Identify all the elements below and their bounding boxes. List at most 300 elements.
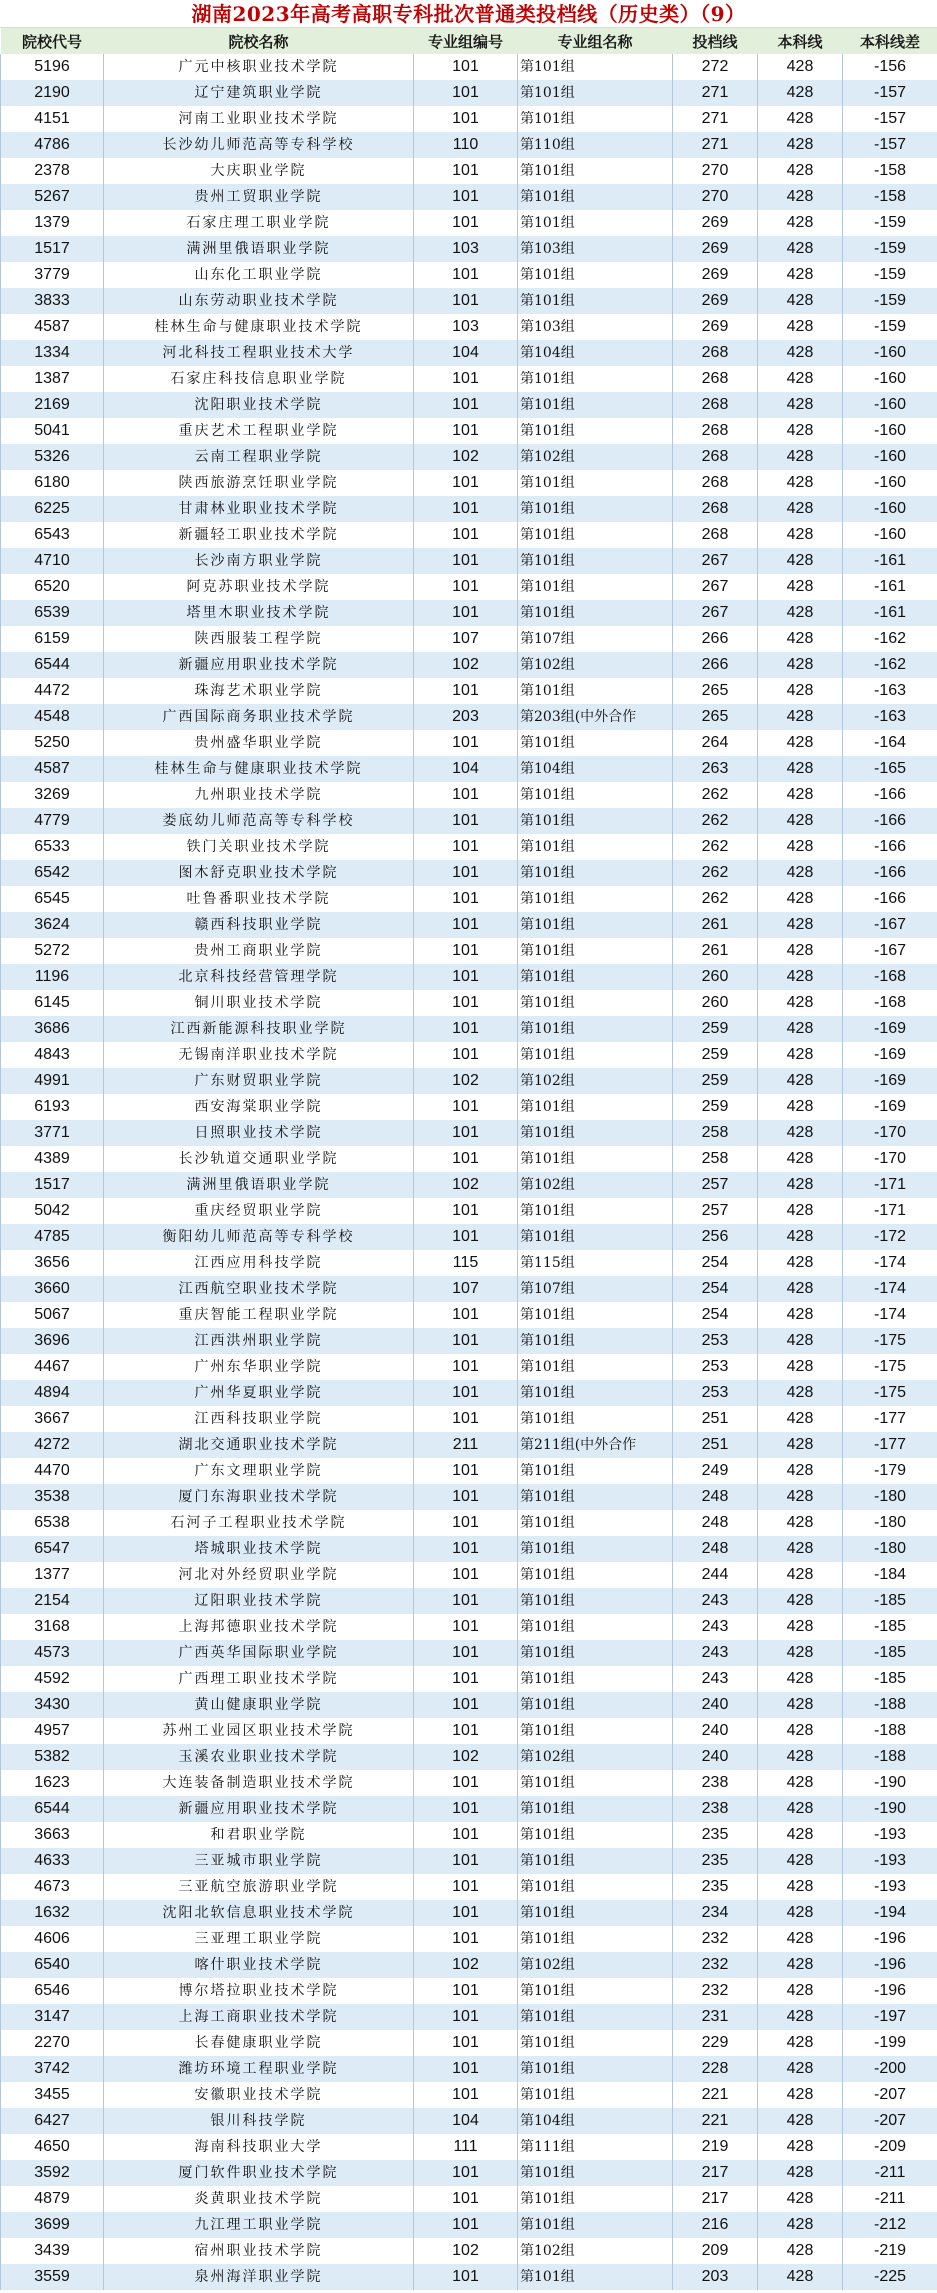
cell-group-name: 第101组 (518, 106, 673, 132)
cell-line-diff: -158 (843, 184, 937, 210)
cell-school-name: 贵州盛华职业学院 (104, 730, 414, 756)
cell-line-diff: -170 (843, 1146, 937, 1172)
cell-group-name: 第101组 (518, 158, 673, 184)
cell-admission-score: 266 (673, 626, 758, 652)
cell-school-name: 衡阳幼儿师范高等专科学校 (104, 1224, 414, 1250)
cell-admission-score: 259 (673, 1094, 758, 1120)
cell-group-name: 第103组 (518, 314, 673, 340)
cell-line-diff: -167 (843, 938, 937, 964)
cell-school-code: 6520 (1, 574, 104, 600)
cell-group-code: 101 (414, 1822, 518, 1848)
cell-group-code: 101 (414, 1874, 518, 1900)
table-row (1, 678, 937, 704)
cell-school-code: 5250 (1, 730, 104, 756)
cell-line-diff: -194 (843, 1900, 937, 1926)
cell-undergrad-line: 428 (758, 600, 843, 626)
cell-group-name: 第102组 (518, 1744, 673, 1770)
cell-school-code: 4894 (1, 1380, 104, 1406)
cell-school-code: 1196 (1, 964, 104, 990)
cell-line-diff: -170 (843, 1120, 937, 1146)
cell-school-code: 6540 (1, 1952, 104, 1978)
table-row (1, 1016, 937, 1042)
cell-group-code: 101 (414, 392, 518, 418)
table-row (1, 2134, 937, 2160)
cell-admission-score: 267 (673, 548, 758, 574)
cell-line-diff: -160 (843, 444, 937, 470)
cell-school-code: 4151 (1, 106, 104, 132)
table-row (1, 1276, 937, 1302)
cell-line-diff: -180 (843, 1510, 937, 1536)
cell-line-diff: -211 (843, 2160, 937, 2186)
cell-line-diff: -174 (843, 1302, 937, 1328)
cell-school-name: 塔里木职业技术学院 (104, 600, 414, 626)
cell-admission-score: 256 (673, 1224, 758, 1250)
cell-undergrad-line: 428 (758, 158, 843, 184)
cell-group-name: 第107组 (518, 626, 673, 652)
cell-line-diff: -171 (843, 1172, 937, 1198)
cell-school-name: 石家庄科技信息职业学院 (104, 366, 414, 392)
cell-group-name: 第115组 (518, 1250, 673, 1276)
cell-group-name: 第101组 (518, 1848, 673, 1874)
cell-undergrad-line: 428 (758, 2264, 843, 2290)
cell-school-code: 4710 (1, 548, 104, 574)
cell-group-name: 第101组 (518, 2264, 673, 2290)
cell-school-code: 3168 (1, 1614, 104, 1640)
cell-school-code: 4587 (1, 314, 104, 340)
cell-school-name: 江西洪州职业学院 (104, 1328, 414, 1354)
cell-undergrad-line: 428 (758, 288, 843, 314)
cell-group-name: 第101组 (518, 1978, 673, 2004)
cell-line-diff: -159 (843, 210, 937, 236)
cell-group-code: 101 (414, 1458, 518, 1484)
cell-undergrad-line: 428 (758, 1484, 843, 1510)
cell-undergrad-line: 428 (758, 2056, 843, 2082)
cell-group-code: 104 (414, 340, 518, 366)
cell-group-name: 第104组 (518, 340, 673, 366)
cell-group-code: 101 (414, 574, 518, 600)
cell-group-code: 101 (414, 1224, 518, 1250)
cell-school-name: 玉溪农业职业技术学院 (104, 1744, 414, 1770)
cell-line-diff: -160 (843, 496, 937, 522)
cell-line-diff: -165 (843, 756, 937, 782)
cell-group-code: 101 (414, 54, 518, 80)
cell-school-code: 3663 (1, 1822, 104, 1848)
cell-admission-score: 232 (673, 1978, 758, 2004)
cell-school-name: 日照职业技术学院 (104, 1120, 414, 1146)
cell-undergrad-line: 428 (758, 1952, 843, 1978)
cell-group-code: 101 (414, 834, 518, 860)
table-row (1, 626, 937, 652)
cell-group-name: 第102组 (518, 1172, 673, 1198)
cell-undergrad-line: 428 (758, 1250, 843, 1276)
cell-group-name: 第101组 (518, 1666, 673, 1692)
cell-group-code: 101 (414, 1614, 518, 1640)
cell-school-code: 5067 (1, 1302, 104, 1328)
cell-group-code: 102 (414, 1068, 518, 1094)
cell-school-name: 桂林生命与健康职业技术学院 (104, 314, 414, 340)
cell-school-name: 广西理工职业技术学院 (104, 1666, 414, 1692)
cell-school-code: 4779 (1, 808, 104, 834)
cell-line-diff: -160 (843, 470, 937, 496)
cell-school-name: 重庆艺术工程职业学院 (104, 418, 414, 444)
cell-line-diff: -161 (843, 600, 937, 626)
header-group-code: 专业组编号 (414, 28, 518, 54)
cell-group-code: 101 (414, 600, 518, 626)
cell-school-name: 满洲里俄语职业学院 (104, 236, 414, 262)
cell-line-diff: -185 (843, 1588, 937, 1614)
cell-undergrad-line: 428 (758, 1432, 843, 1458)
cell-line-diff: -166 (843, 860, 937, 886)
cell-school-name: 新疆应用职业技术学院 (104, 652, 414, 678)
cell-school-name: 新疆轻工职业技术学院 (104, 522, 414, 548)
table-row (1, 444, 937, 470)
table-row (1, 262, 937, 288)
cell-undergrad-line: 428 (758, 886, 843, 912)
cell-group-code: 101 (414, 288, 518, 314)
cell-undergrad-line: 428 (758, 808, 843, 834)
table-row (1, 574, 937, 600)
cell-group-name: 第101组 (518, 600, 673, 626)
cell-admission-score: 260 (673, 964, 758, 990)
cell-admission-score: 269 (673, 288, 758, 314)
cell-undergrad-line: 428 (758, 1406, 843, 1432)
cell-undergrad-line: 428 (758, 210, 843, 236)
header-row (1, 28, 937, 54)
cell-line-diff: -156 (843, 54, 937, 80)
cell-group-name: 第101组 (518, 184, 673, 210)
cell-admission-score: 240 (673, 1692, 758, 1718)
cell-school-name: 甘肃林业职业技术学院 (104, 496, 414, 522)
cell-admission-score: 266 (673, 652, 758, 678)
cell-line-diff: -185 (843, 1666, 937, 1692)
cell-group-code: 102 (414, 1952, 518, 1978)
cell-group-code: 101 (414, 1302, 518, 1328)
cell-admission-score: 269 (673, 210, 758, 236)
cell-undergrad-line: 428 (758, 1848, 843, 1874)
table-row (1, 366, 937, 392)
cell-group-code: 101 (414, 496, 518, 522)
cell-group-code: 101 (414, 210, 518, 236)
cell-undergrad-line: 428 (758, 1328, 843, 1354)
cell-school-name: 大庆职业学院 (104, 158, 414, 184)
cell-group-code: 101 (414, 2082, 518, 2108)
cell-group-name: 第101组 (518, 1302, 673, 1328)
table-row (1, 1406, 937, 1432)
cell-admission-score: 262 (673, 808, 758, 834)
cell-line-diff: -188 (843, 1744, 937, 1770)
cell-admission-score: 265 (673, 704, 758, 730)
cell-admission-score: 254 (673, 1302, 758, 1328)
cell-school-code: 3430 (1, 1692, 104, 1718)
cell-admission-score: 219 (673, 2134, 758, 2160)
cell-group-name: 第101组 (518, 548, 673, 574)
cell-admission-score: 271 (673, 132, 758, 158)
cell-group-code: 101 (414, 2212, 518, 2238)
cell-line-diff: -160 (843, 340, 937, 366)
cell-school-name: 河北科技工程职业技术大学 (104, 340, 414, 366)
table-row (1, 1926, 937, 1952)
cell-school-name: 满洲里俄语职业学院 (104, 1172, 414, 1198)
cell-school-name: 阿克苏职业技术学院 (104, 574, 414, 600)
cell-line-diff: -207 (843, 2108, 937, 2134)
cell-admission-score: 257 (673, 1198, 758, 1224)
table-row (1, 1432, 937, 1458)
cell-school-code: 3624 (1, 912, 104, 938)
table-row (1, 2056, 937, 2082)
header-admission-score: 投档线 (673, 28, 758, 54)
cell-group-name: 第101组 (518, 808, 673, 834)
cell-group-code: 101 (414, 1042, 518, 1068)
cell-school-name: 辽宁建筑职业学院 (104, 80, 414, 106)
cell-group-code: 101 (414, 1848, 518, 1874)
cell-line-diff: -167 (843, 912, 937, 938)
cell-undergrad-line: 428 (758, 132, 843, 158)
cell-undergrad-line: 428 (758, 1926, 843, 1952)
cell-school-name: 长春健康职业学院 (104, 2030, 414, 2056)
cell-admission-score: 248 (673, 1510, 758, 1536)
table-row (1, 756, 937, 782)
cell-school-code: 4467 (1, 1354, 104, 1380)
cell-group-code: 101 (414, 1484, 518, 1510)
cell-group-name: 第101组 (518, 1900, 673, 1926)
cell-line-diff: -157 (843, 80, 937, 106)
cell-admission-score: 262 (673, 834, 758, 860)
cell-line-diff: -190 (843, 1770, 937, 1796)
cell-line-diff: -188 (843, 1692, 937, 1718)
cell-group-code: 107 (414, 626, 518, 652)
cell-group-code: 101 (414, 782, 518, 808)
cell-line-diff: -179 (843, 1458, 937, 1484)
cell-school-code: 4650 (1, 2134, 104, 2160)
cell-school-name: 广州华夏职业学院 (104, 1380, 414, 1406)
cell-school-code: 6539 (1, 600, 104, 626)
cell-group-code: 101 (414, 1094, 518, 1120)
cell-admission-score: 235 (673, 1822, 758, 1848)
cell-group-code: 101 (414, 2264, 518, 2290)
cell-group-code: 107 (414, 1276, 518, 1302)
cell-admission-score: 268 (673, 392, 758, 418)
cell-undergrad-line: 428 (758, 106, 843, 132)
header-school-name: 院校名称 (104, 28, 414, 54)
cell-school-code: 4673 (1, 1874, 104, 1900)
cell-undergrad-line: 428 (758, 782, 843, 808)
cell-group-name: 第101组 (518, 1458, 673, 1484)
cell-group-name: 第101组 (518, 964, 673, 990)
cell-school-name: 陕西旅游烹饪职业学院 (104, 470, 414, 496)
cell-group-code: 101 (414, 808, 518, 834)
cell-line-diff: -169 (843, 1068, 937, 1094)
cell-admission-score: 240 (673, 1718, 758, 1744)
cell-admission-score: 269 (673, 314, 758, 340)
cell-admission-score: 263 (673, 756, 758, 782)
cell-group-code: 101 (414, 678, 518, 704)
cell-school-name: 重庆智能工程职业学院 (104, 1302, 414, 1328)
cell-school-code: 6544 (1, 1796, 104, 1822)
cell-line-diff: -180 (843, 1484, 937, 1510)
cell-group-name: 第103组 (518, 236, 673, 262)
cell-school-code: 4548 (1, 704, 104, 730)
cell-admission-score: 235 (673, 1848, 758, 1874)
cell-group-code: 101 (414, 1328, 518, 1354)
cell-admission-score: 243 (673, 1614, 758, 1640)
cell-admission-score: 221 (673, 2108, 758, 2134)
cell-school-code: 5041 (1, 418, 104, 444)
cell-school-name: 珠海艺术职业学院 (104, 678, 414, 704)
cell-line-diff: -196 (843, 1952, 937, 1978)
admission-score-table (0, 28, 937, 2290)
cell-admission-score: 235 (673, 1874, 758, 1900)
cell-admission-score: 270 (673, 158, 758, 184)
cell-school-code: 4470 (1, 1458, 104, 1484)
cell-admission-score: 217 (673, 2186, 758, 2212)
cell-group-name: 第101组 (518, 1614, 673, 1640)
cell-line-diff: -196 (843, 1978, 937, 2004)
cell-group-name: 第101组 (518, 2056, 673, 2082)
cell-group-name: 第101组 (518, 262, 673, 288)
cell-school-name: 沈阳北软信息职业技术学院 (104, 1900, 414, 1926)
cell-admission-score: 243 (673, 1588, 758, 1614)
cell-line-diff: -159 (843, 314, 937, 340)
cell-school-name: 铁门关职业技术学院 (104, 834, 414, 860)
table-row (1, 990, 937, 1016)
cell-group-name: 第101组 (518, 1536, 673, 1562)
cell-school-name: 海南科技职业大学 (104, 2134, 414, 2160)
cell-line-diff: -209 (843, 2134, 937, 2160)
cell-school-name: 石河子工程职业技术学院 (104, 1510, 414, 1536)
table-row (1, 2004, 937, 2030)
cell-undergrad-line: 428 (758, 548, 843, 574)
cell-undergrad-line: 428 (758, 678, 843, 704)
cell-admission-score: 272 (673, 54, 758, 80)
cell-undergrad-line: 428 (758, 2004, 843, 2030)
cell-group-code: 101 (414, 1120, 518, 1146)
cell-school-name: 无锡南洋职业技术学院 (104, 1042, 414, 1068)
table-row (1, 1744, 937, 1770)
cell-undergrad-line: 428 (758, 2212, 843, 2238)
table-row (1, 834, 937, 860)
cell-school-code: 4606 (1, 1926, 104, 1952)
cell-group-name: 第101组 (518, 2082, 673, 2108)
cell-school-code: 1379 (1, 210, 104, 236)
cell-school-code: 2270 (1, 2030, 104, 2056)
cell-school-code: 6544 (1, 652, 104, 678)
cell-group-code: 101 (414, 418, 518, 444)
cell-undergrad-line: 428 (758, 964, 843, 990)
cell-line-diff: -196 (843, 1926, 937, 1952)
cell-school-code: 6145 (1, 990, 104, 1016)
cell-admission-score: 258 (673, 1120, 758, 1146)
cell-group-name: 第101组 (518, 782, 673, 808)
cell-group-code: 101 (414, 470, 518, 496)
table-row (1, 1692, 937, 1718)
cell-undergrad-line: 428 (758, 626, 843, 652)
cell-school-name: 广东财贸职业学院 (104, 1068, 414, 1094)
cell-line-diff: -162 (843, 626, 937, 652)
table-row (1, 80, 937, 106)
cell-group-name: 第101组 (518, 1926, 673, 1952)
cell-admission-score: 253 (673, 1380, 758, 1406)
table-row (1, 1900, 937, 1926)
cell-school-code: 6225 (1, 496, 104, 522)
table-row (1, 652, 937, 678)
table-row (1, 1718, 937, 1744)
cell-line-diff: -162 (843, 652, 937, 678)
cell-school-name: 喀什职业技术学院 (104, 1952, 414, 1978)
cell-group-code: 101 (414, 262, 518, 288)
cell-group-code: 101 (414, 938, 518, 964)
table-row (1, 1874, 937, 1900)
cell-school-code: 3779 (1, 262, 104, 288)
cell-group-name: 第101组 (518, 1484, 673, 1510)
cell-group-code: 101 (414, 1588, 518, 1614)
cell-admission-score: 261 (673, 912, 758, 938)
cell-group-code: 101 (414, 1016, 518, 1042)
cell-school-name: 赣西科技职业学院 (104, 912, 414, 938)
cell-school-name: 贵州工贸职业学院 (104, 184, 414, 210)
cell-school-name: 和君职业学院 (104, 1822, 414, 1848)
table-row (1, 1536, 937, 1562)
cell-admission-score: 264 (673, 730, 758, 756)
cell-admission-score: 209 (673, 2238, 758, 2264)
cell-school-name: 辽阳职业技术学院 (104, 1588, 414, 1614)
cell-school-name: 九江理工职业学院 (104, 2212, 414, 2238)
cell-school-code: 6542 (1, 860, 104, 886)
table-row (1, 1068, 937, 1094)
table-row (1, 704, 937, 730)
cell-group-code: 102 (414, 2238, 518, 2264)
cell-group-code: 102 (414, 1744, 518, 1770)
table-row (1, 2108, 937, 2134)
cell-admission-score: 253 (673, 1328, 758, 1354)
cell-admission-score: 262 (673, 782, 758, 808)
cell-group-code: 101 (414, 548, 518, 574)
cell-group-code: 101 (414, 912, 518, 938)
cell-school-code: 5042 (1, 1198, 104, 1224)
cell-line-diff: -161 (843, 548, 937, 574)
cell-school-name: 长沙南方职业学院 (104, 548, 414, 574)
cell-school-name: 吐鲁番职业技术学院 (104, 886, 414, 912)
cell-line-diff: -157 (843, 132, 937, 158)
cell-school-code: 1387 (1, 366, 104, 392)
cell-admission-score: 243 (673, 1666, 758, 1692)
table-row (1, 314, 937, 340)
cell-group-code: 101 (414, 1770, 518, 1796)
cell-school-name: 银川科技学院 (104, 2108, 414, 2134)
cell-group-code: 101 (414, 2004, 518, 2030)
cell-group-name: 第102组 (518, 652, 673, 678)
cell-admission-score: 258 (673, 1146, 758, 1172)
cell-school-code: 3699 (1, 2212, 104, 2238)
cell-school-name: 宿州职业技术学院 (104, 2238, 414, 2264)
cell-group-code: 101 (414, 1380, 518, 1406)
cell-line-diff: -160 (843, 392, 937, 418)
cell-undergrad-line: 428 (758, 1276, 843, 1302)
cell-group-name: 第101组 (518, 1042, 673, 1068)
cell-group-name: 第101组 (518, 288, 673, 314)
cell-school-code: 5326 (1, 444, 104, 470)
cell-school-code: 3147 (1, 2004, 104, 2030)
table-row (1, 1562, 937, 1588)
cell-admission-score: 229 (673, 2030, 758, 2056)
cell-school-name: 山东化工职业学院 (104, 262, 414, 288)
table-row (1, 1588, 937, 1614)
cell-undergrad-line: 428 (758, 1042, 843, 1068)
cell-group-code: 101 (414, 522, 518, 548)
cell-school-name: 河南工业职业技术学院 (104, 106, 414, 132)
cell-group-code: 101 (414, 1900, 518, 1926)
cell-undergrad-line: 428 (758, 1978, 843, 2004)
cell-admission-score: 271 (673, 80, 758, 106)
